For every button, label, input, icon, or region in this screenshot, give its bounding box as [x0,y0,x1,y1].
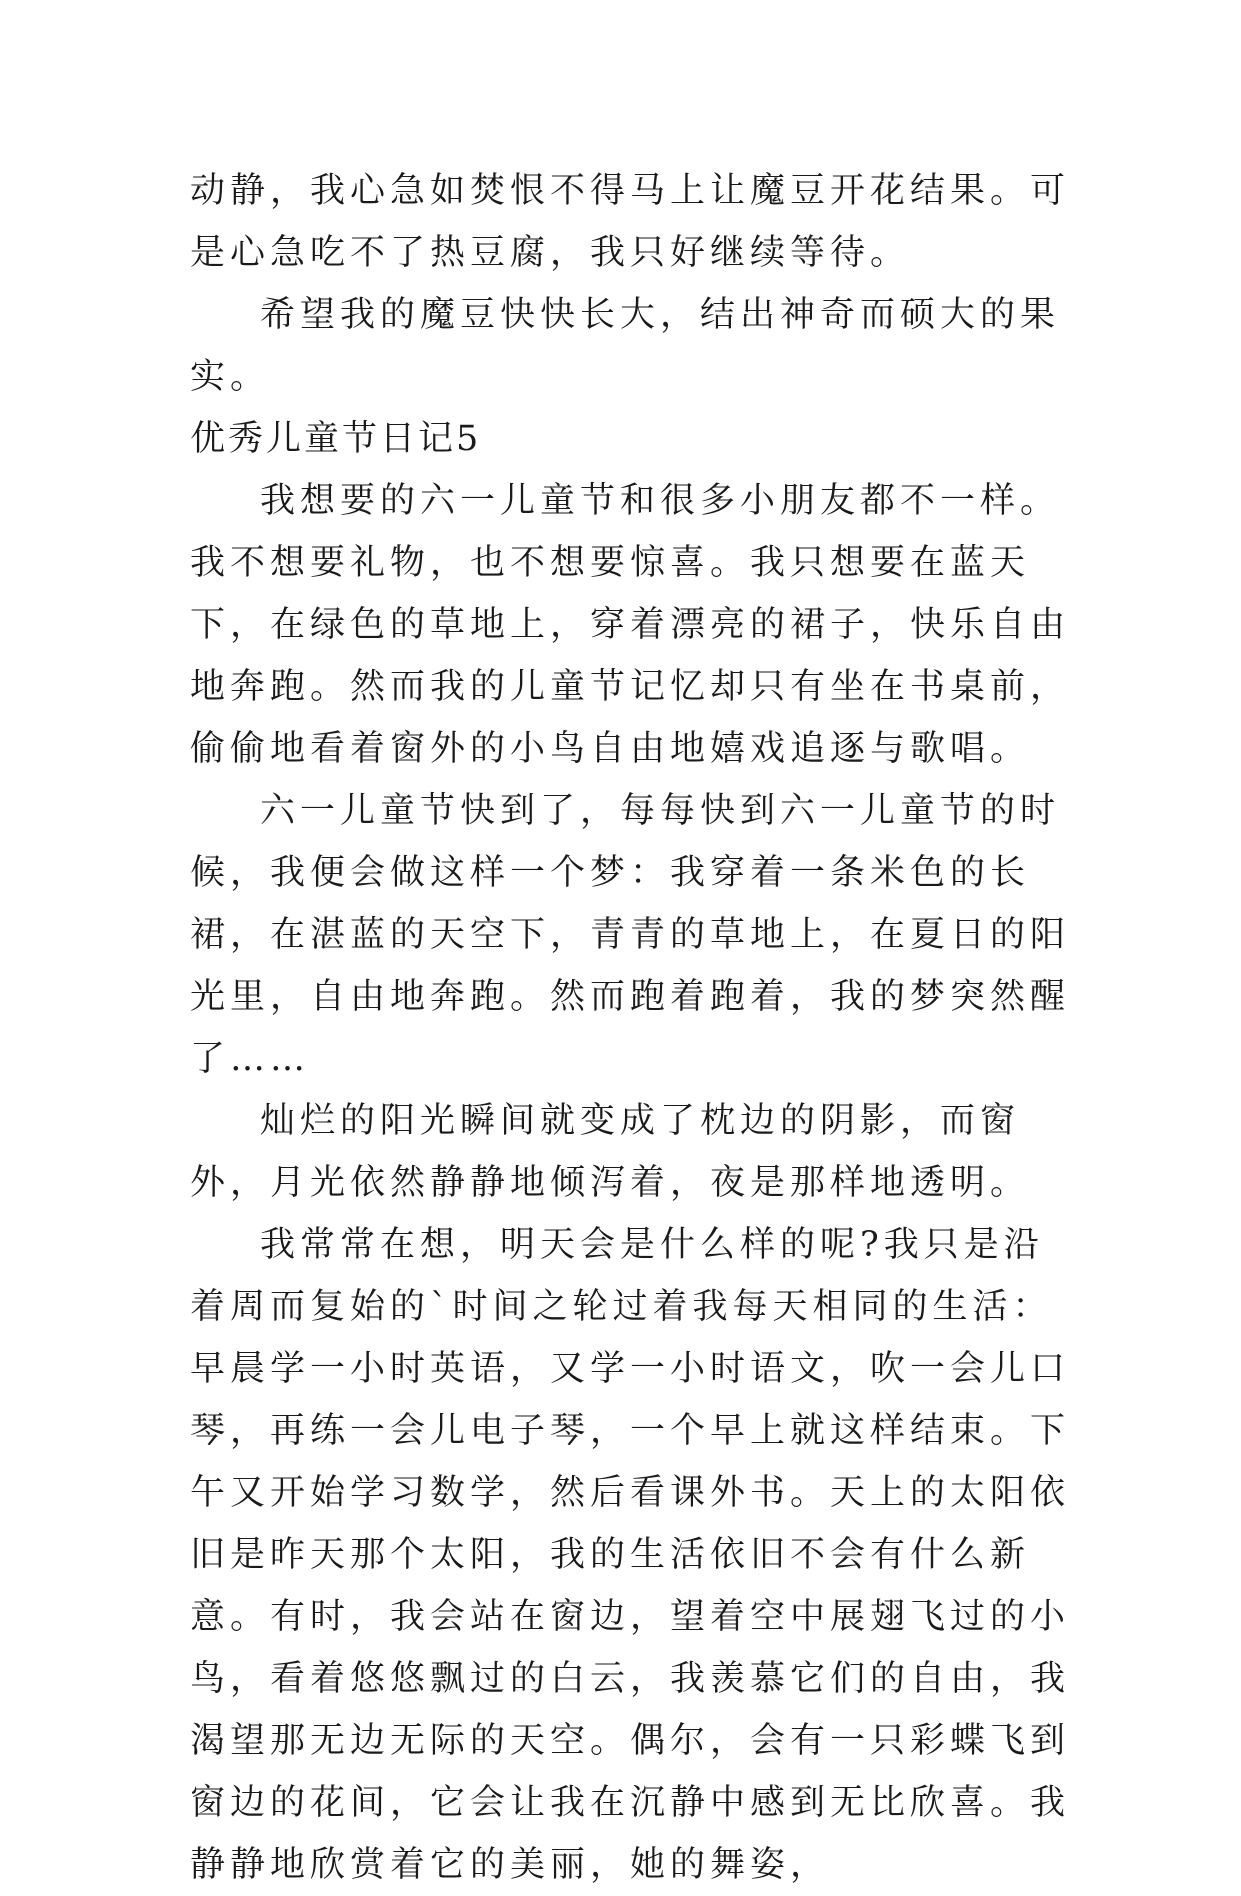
paragraph: 我常常在想，明天会是什么样的呢?我只是沿着周而复始的`时间之轮过着我每天相同的生活：早晨学一小时英语，又学一小时语文，吹一会儿口琴，再练一会儿电子琴，一个早上就这样结束。下午又开始学习数学，然后看课外书。天上的太阳依旧是昨天那个太阳，我的生活依旧不会有什么新意。有时，我会站在窗边，望着空中展翅飞过的小鸟，看着悠悠飘过的白云，我羡慕它们的自由，我渴望那无边无际的天空。偶尔，会有一只彩蝶飞到窗边的花间，它会让我在沉静中感到无比欣喜。我静静地欣赏着它的美丽，她的舞姿， [190,1225,1071,1885]
document-body [190,160,1070,1896]
paragraph: 六一儿童节快到了，每每快到六一儿童节的时候，我便会做这样一个梦：我穿着一条米色的长裙，在湛蓝的天空下，青青的草地上，在夏日的阳光里，自由地奔跑。然而跑着跑着，我的梦突然醒了…… [190,791,1071,1079]
paragraph: 灿烂的阳光瞬间就变成了枕边的阴影，而窗外，月光依然静静地倾泻着，夜是那样地透明。 [190,1101,1031,1203]
paragraph: 我想要的六一儿童节和很多小朋友都不一样。我不想要礼物，也不想要惊喜。我只想要在蓝天下，在绿色的草地上，穿着漂亮的裙子，快乐自由地奔跑。然而我的儿童节记忆却只有坐在书桌前，偷偷地看着窗外的小鸟自由地嬉戏追逐与歌唱。 [190,481,1071,769]
paragraph: 希望我的魔豆快快长大，结出神奇而硕大的果实。 [190,295,1061,397]
section-heading: 优秀儿童节日记5 [190,419,482,459]
paragraph-continuation: 动静，我心急如焚恨不得马上让魔豆开花结果。可是心急吃不了热豆腐，我只好继续等待。 [190,171,1071,273]
